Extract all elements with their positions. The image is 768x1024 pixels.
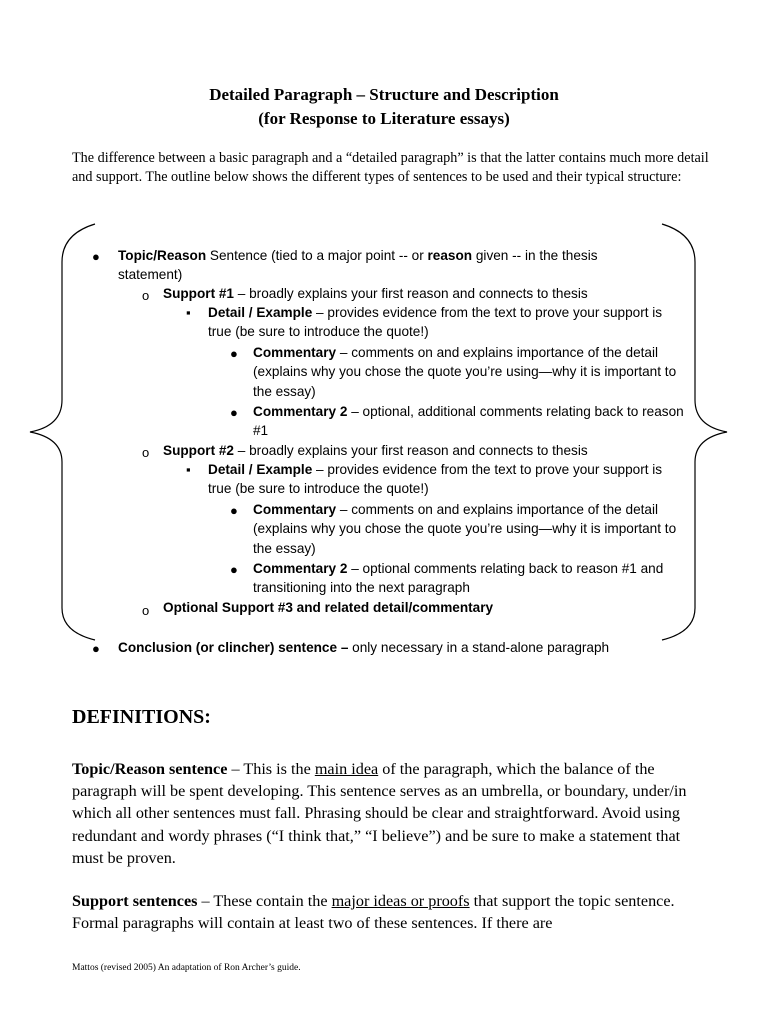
topic-bold-word: reason bbox=[427, 248, 473, 263]
outline-detail-2 bbox=[208, 460, 663, 499]
page-footer: Mattos (revised 2005) An adaptation of Ron Archer’s guide. bbox=[72, 963, 301, 973]
bullet-disc-icon: ● bbox=[92, 641, 100, 656]
support-1-label: Support #1 bbox=[163, 286, 234, 301]
topic-text-b: given -- in the thesis statement) bbox=[118, 248, 598, 283]
commentary-1b-label: Commentary 2 bbox=[253, 404, 348, 419]
definition-topic-underlined: main idea bbox=[314, 760, 379, 778]
outline-topic bbox=[118, 246, 663, 285]
outline-detail-1 bbox=[208, 303, 663, 342]
definition-support-term: Support sentences bbox=[72, 892, 198, 910]
bullet-disc-icon: ● bbox=[230, 562, 238, 577]
bullet-square-icon: ▪ bbox=[186, 305, 191, 320]
conclusion-text: only necessary in a stand-alone paragraph bbox=[348, 640, 610, 655]
support-1-text: – broadly explains your first reason and connects to thesis bbox=[234, 286, 588, 301]
definitions-heading: DEFINITIONS: bbox=[72, 706, 211, 728]
bullet-circle-icon: o bbox=[142, 288, 150, 303]
conclusion-label: Conclusion (or clincher) sentence – bbox=[118, 640, 349, 655]
outline-commentary-2a bbox=[253, 500, 685, 558]
definition-support-text-b: that support the topic sentence. Formal paragraphs will contain at least two of these sentences. If there are bbox=[72, 892, 675, 933]
commentary-2b-text: – optional comments relating back to reason #1 and transitioning into the next paragraph bbox=[253, 561, 664, 596]
definition-topic-sentence bbox=[72, 758, 692, 869]
topic-text-a: Sentence (tied to a major point -- or bbox=[206, 248, 428, 263]
outline-conclusion bbox=[118, 638, 678, 657]
outline-commentary-1a bbox=[253, 343, 685, 401]
commentary-1a-text: – comments on and explains importance of the detail (explains why you chose the quote you’re using—why it is important to the essay) bbox=[253, 345, 677, 399]
definition-topic-text-b: of the paragraph, which the balance of the paragraph will be spent developing. This sentence serves as an umbrella, or boundary, under/in which all other sentences must fall. Phrasing should be clear and straightforward. Avoid using redundant and wordy phrases (“I think that,” “I believe”) and be sure to make a statement that must be proven. bbox=[72, 760, 687, 867]
outline-support-1 bbox=[163, 284, 663, 303]
commentary-1b-text: – optional, additional comments relating back to reason #1 bbox=[253, 404, 684, 439]
commentary-2b-label: Commentary 2 bbox=[253, 561, 348, 576]
definition-support-text-a: – These contain the bbox=[197, 892, 332, 910]
document-title: Detailed Paragraph – Structure and Description bbox=[209, 85, 559, 104]
detail-1-text: – provides evidence from the text to prove your support is true (be sure to introduce the quote!) bbox=[208, 305, 663, 340]
support-2-label: Support #2 bbox=[163, 443, 234, 458]
outline-commentary-1b bbox=[253, 402, 685, 441]
bullet-disc-icon: ● bbox=[230, 503, 238, 518]
definition-support-underlined: major ideas or proofs bbox=[331, 892, 470, 910]
bullet-disc-icon: ● bbox=[230, 346, 238, 361]
support-3-label: Optional Support #3 and related detail/commentary bbox=[163, 600, 494, 615]
commentary-1a-label: Commentary bbox=[253, 345, 337, 360]
outline-commentary-2b bbox=[253, 559, 685, 598]
detail-2-label: Detail / Example bbox=[208, 462, 313, 477]
bullet-circle-icon: o bbox=[142, 603, 150, 618]
bullet-square-icon: ▪ bbox=[186, 462, 191, 477]
definition-topic-text-a: – This is the bbox=[227, 760, 315, 778]
outline-support-3 bbox=[163, 598, 663, 617]
definition-topic-term: Topic/Reason sentence bbox=[72, 760, 228, 778]
intro-paragraph: The difference between a basic paragraph and a “detailed paragraph” is that the latter contains much more detail and support. The outline below shows the different types of sentences to be used and their typical structure: bbox=[72, 150, 709, 185]
bullet-disc-icon: ● bbox=[92, 249, 100, 264]
outline-support-2 bbox=[163, 441, 663, 460]
support-2-text: – broadly explains your first reason and connects to thesis bbox=[234, 443, 588, 458]
commentary-2a-label: Commentary bbox=[253, 502, 337, 517]
definition-support-sentences bbox=[72, 890, 692, 934]
bullet-circle-icon: o bbox=[142, 445, 150, 460]
bullet-disc-icon: ● bbox=[230, 405, 238, 420]
topic-label: Topic/Reason bbox=[118, 248, 207, 263]
detail-1-label: Detail / Example bbox=[208, 305, 313, 320]
commentary-2a-text: – comments on and explains importance of the detail (explains why you chose the quote you’re using—why it is important to the essay) bbox=[253, 502, 677, 556]
document-subtitle: (for Response to Literature essays) bbox=[258, 109, 510, 128]
detail-2-text: – provides evidence from the text to prove your support is true (be sure to introduce the quote!) bbox=[208, 462, 663, 497]
